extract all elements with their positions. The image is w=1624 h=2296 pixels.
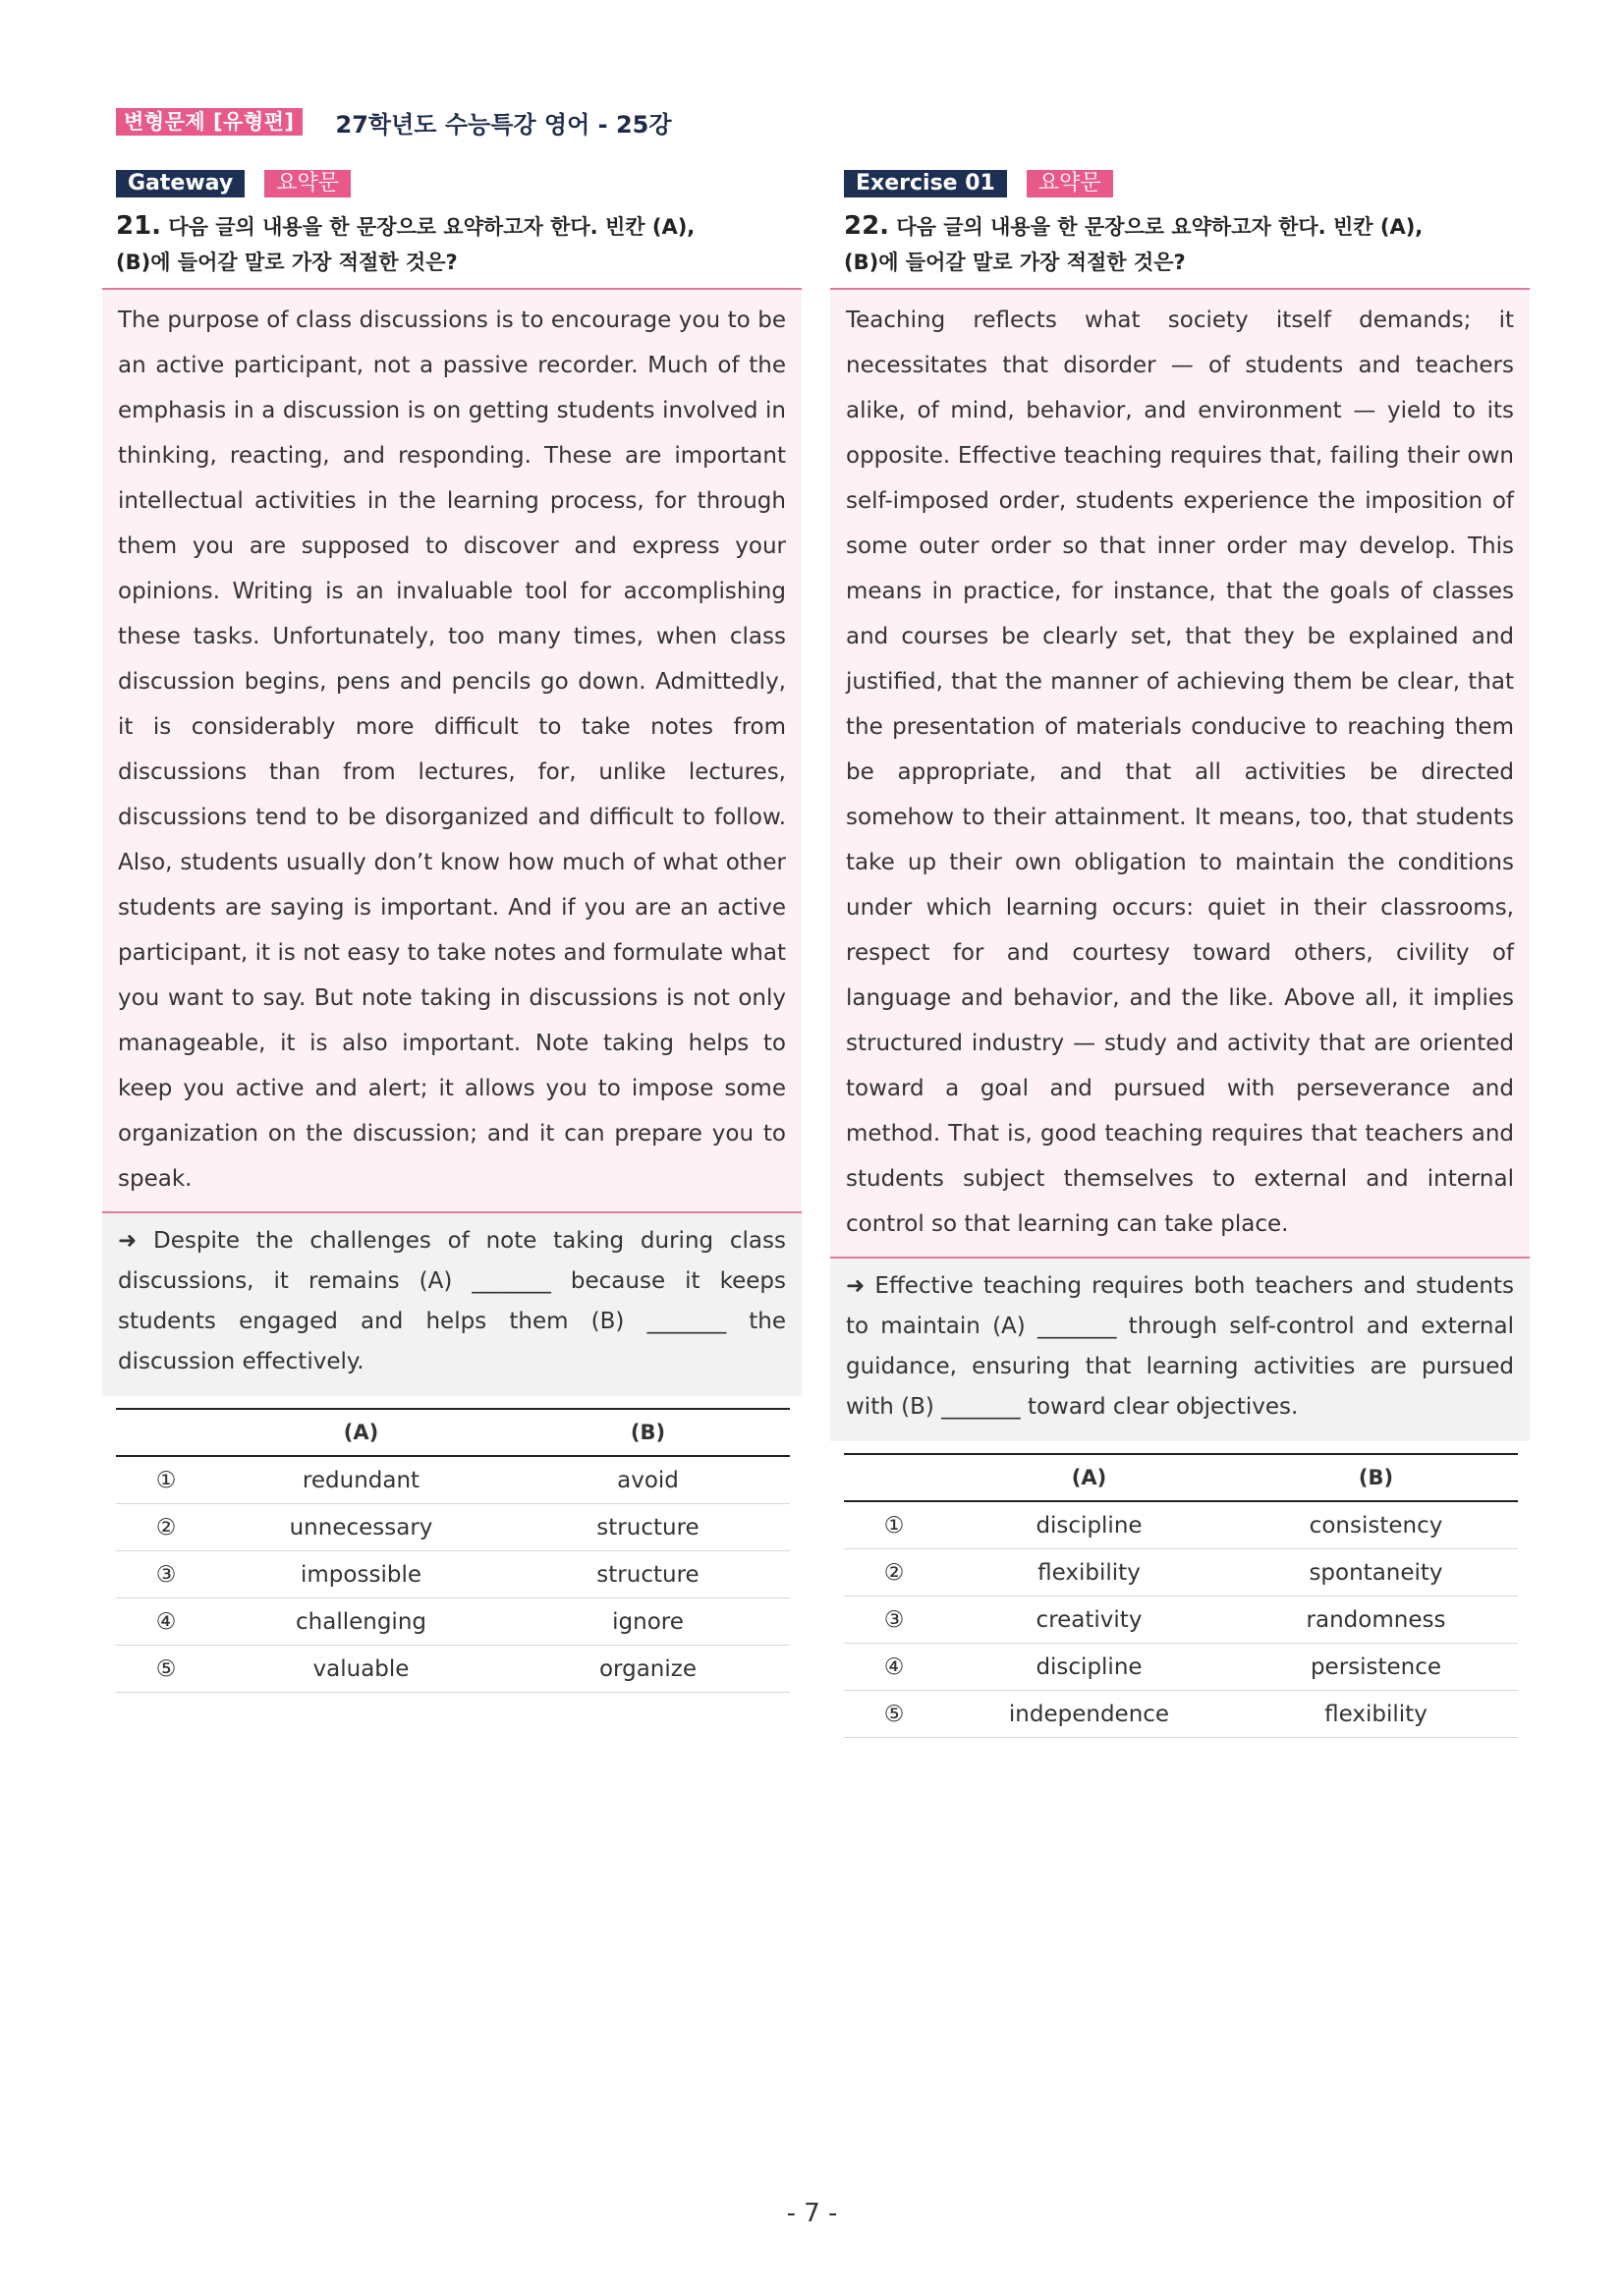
summary-type-label: 요약문 bbox=[1027, 170, 1113, 197]
choice-b: spontaneity bbox=[1234, 1549, 1518, 1596]
question-line-2: (B)에 들어갈 말로 가장 적절한 것은? bbox=[844, 251, 1186, 274]
choice-b: avoid bbox=[506, 1456, 790, 1504]
question-line-1: 다음 글의 내용을 한 문장으로 요약하고자 한다. 빈칸 (A), bbox=[168, 215, 696, 239]
question-line-1: 다음 글의 내용을 한 문장으로 요약하고자 한다. 빈칸 (A), bbox=[896, 215, 1424, 239]
left-labels bbox=[116, 169, 802, 198]
column-a-header: (A) bbox=[944, 1454, 1234, 1501]
choice-a: challenging bbox=[216, 1598, 506, 1646]
question-22 bbox=[844, 208, 1530, 280]
column-a-header: (A) bbox=[216, 1409, 506, 1456]
choice-a: unnecessary bbox=[216, 1504, 506, 1551]
choice-row[interactable] bbox=[844, 1501, 1518, 1549]
choice-row[interactable] bbox=[844, 1549, 1518, 1596]
question-number: 22. bbox=[844, 211, 890, 241]
choice-row[interactable] bbox=[844, 1691, 1518, 1738]
choice-number: ② bbox=[116, 1504, 216, 1551]
exercise-label: Exercise 01 bbox=[844, 170, 1007, 197]
variant-type-tag: 변형문제 [유형편] bbox=[116, 108, 303, 136]
right-labels bbox=[844, 169, 1530, 198]
choice-a: impossible bbox=[216, 1551, 506, 1598]
choice-number: ③ bbox=[844, 1596, 944, 1644]
choice-b: ignore bbox=[506, 1598, 790, 1646]
choice-a: discipline bbox=[944, 1501, 1234, 1549]
choices-table bbox=[844, 1453, 1518, 1738]
summary-box bbox=[102, 1211, 802, 1396]
choice-a: valuable bbox=[216, 1646, 506, 1693]
gateway-label: Gateway bbox=[116, 170, 245, 197]
column-b-header: (B) bbox=[1234, 1454, 1518, 1501]
choice-row[interactable] bbox=[116, 1598, 790, 1646]
choice-row[interactable] bbox=[844, 1596, 1518, 1644]
passage-text: The purpose of class discussions is to encourage you to be an active participant, not a passive recorder. Much of the emphasis in a discussion is on getting students involved in thinking, reacting, and responding. These are important intellectual activities in the learning process, for through them you are supposed to discover and express your opinions. Writing is an invaluable tool for accomplishing these tasks. Unfortunately, too many times, when class discussion begins, pens and pencils go down. Admittedly, it is considerably more difficult to take notes from discussions than from lectures, for, unlike lectures, discussions tend to be disorganized and difficult to follow. Also, students usually don’t know how much of what other students are saying is important. And if you are an active participant, it is not easy to take notes and formulate what you want to say. But note taking in discussions is not only manageable, it is also important. Note taking helps to keep you active and alert; it allows you to impose some organization on the discussion; and it can prepare you to speak. bbox=[118, 308, 786, 1192]
choice-b: persistence bbox=[1234, 1644, 1518, 1691]
choice-row[interactable] bbox=[116, 1551, 790, 1598]
choice-number: ② bbox=[844, 1549, 944, 1596]
choices-header-row bbox=[116, 1409, 790, 1456]
choice-row[interactable] bbox=[116, 1504, 790, 1551]
choice-number: ④ bbox=[844, 1644, 944, 1691]
choice-b: organize bbox=[506, 1646, 790, 1693]
choice-row[interactable] bbox=[844, 1644, 1518, 1691]
passage-text: Teaching reflects what society itself demands; it necessitates that disorder — of students and teachers alike, of mind, behavior, and environment — yield to its opposite. Effective teaching requires that, failing their own self-imposed order, students experience the imposition of some outer order so that inner order may develop. This means in practice, for instance, that the goals of classes and courses be clearly set, that they be explained and justified, that the manner of achieving them be clear, that the presentation of materials conducive to reaching them be appropriate, and that all activities be directed somehow to their attainment. It means, too, that students take up their own obligation to maintain the conditions under which learning occurs: quiet in their classrooms, respect for and courtesy toward others, civility of language and behavior, and the like. Above all, it implies structured industry — study and activity that are oriented toward a goal and pursued with perseverance and method. That is, good teaching requires that teachers and students subject themselves to external and internal control so that learning can take place. bbox=[846, 308, 1514, 1237]
question-line-2: (B)에 들어갈 말로 가장 적절한 것은? bbox=[116, 251, 458, 274]
summary-sentence: ➜ Effective teaching requires both teachers and students to maintain (A) _______ through self-control and external guidance, ensuring that learning activities are pursued with (B) _______ toward clear objectives. bbox=[846, 1273, 1514, 1420]
choice-b: flexibility bbox=[1234, 1691, 1518, 1738]
left-column bbox=[102, 169, 802, 1693]
choice-a: discipline bbox=[944, 1644, 1234, 1691]
choices-table bbox=[116, 1408, 790, 1693]
right-column bbox=[830, 169, 1530, 1738]
choice-number: ③ bbox=[116, 1551, 216, 1598]
summary-type-label: 요약문 bbox=[264, 170, 351, 197]
choice-number: ⑤ bbox=[844, 1691, 944, 1738]
page-number: - 7 - bbox=[786, 2199, 838, 2228]
choice-a: creativity bbox=[944, 1596, 1234, 1644]
page-header bbox=[116, 106, 672, 138]
choice-a: flexibility bbox=[944, 1549, 1234, 1596]
header-title: 27학년도 수능특강 영어 - 25강 bbox=[335, 110, 672, 139]
summary-box bbox=[830, 1257, 1530, 1441]
choice-b: structure bbox=[506, 1551, 790, 1598]
choice-number: ① bbox=[116, 1456, 216, 1504]
column-b-header: (B) bbox=[506, 1409, 790, 1456]
choice-row[interactable] bbox=[116, 1456, 790, 1504]
choice-a: redundant bbox=[216, 1456, 506, 1504]
choice-b: consistency bbox=[1234, 1501, 1518, 1549]
choices-header-row bbox=[844, 1454, 1518, 1501]
choice-b: structure bbox=[506, 1504, 790, 1551]
choice-a: independence bbox=[944, 1691, 1234, 1738]
question-21 bbox=[116, 208, 802, 280]
choice-number: ④ bbox=[116, 1598, 216, 1646]
passage-box bbox=[830, 288, 1530, 1257]
passage-box bbox=[102, 288, 802, 1211]
choice-number: ① bbox=[844, 1501, 944, 1549]
summary-sentence: ➜ Despite the challenges of note taking during class discussions, it remains (A) _______ because it keeps students engaged and helps them (B) _______ the discussion effectively. bbox=[118, 1228, 786, 1374]
question-number: 21. bbox=[116, 211, 162, 241]
choice-number: ⑤ bbox=[116, 1646, 216, 1693]
choice-row[interactable] bbox=[116, 1646, 790, 1693]
choice-b: randomness bbox=[1234, 1596, 1518, 1644]
